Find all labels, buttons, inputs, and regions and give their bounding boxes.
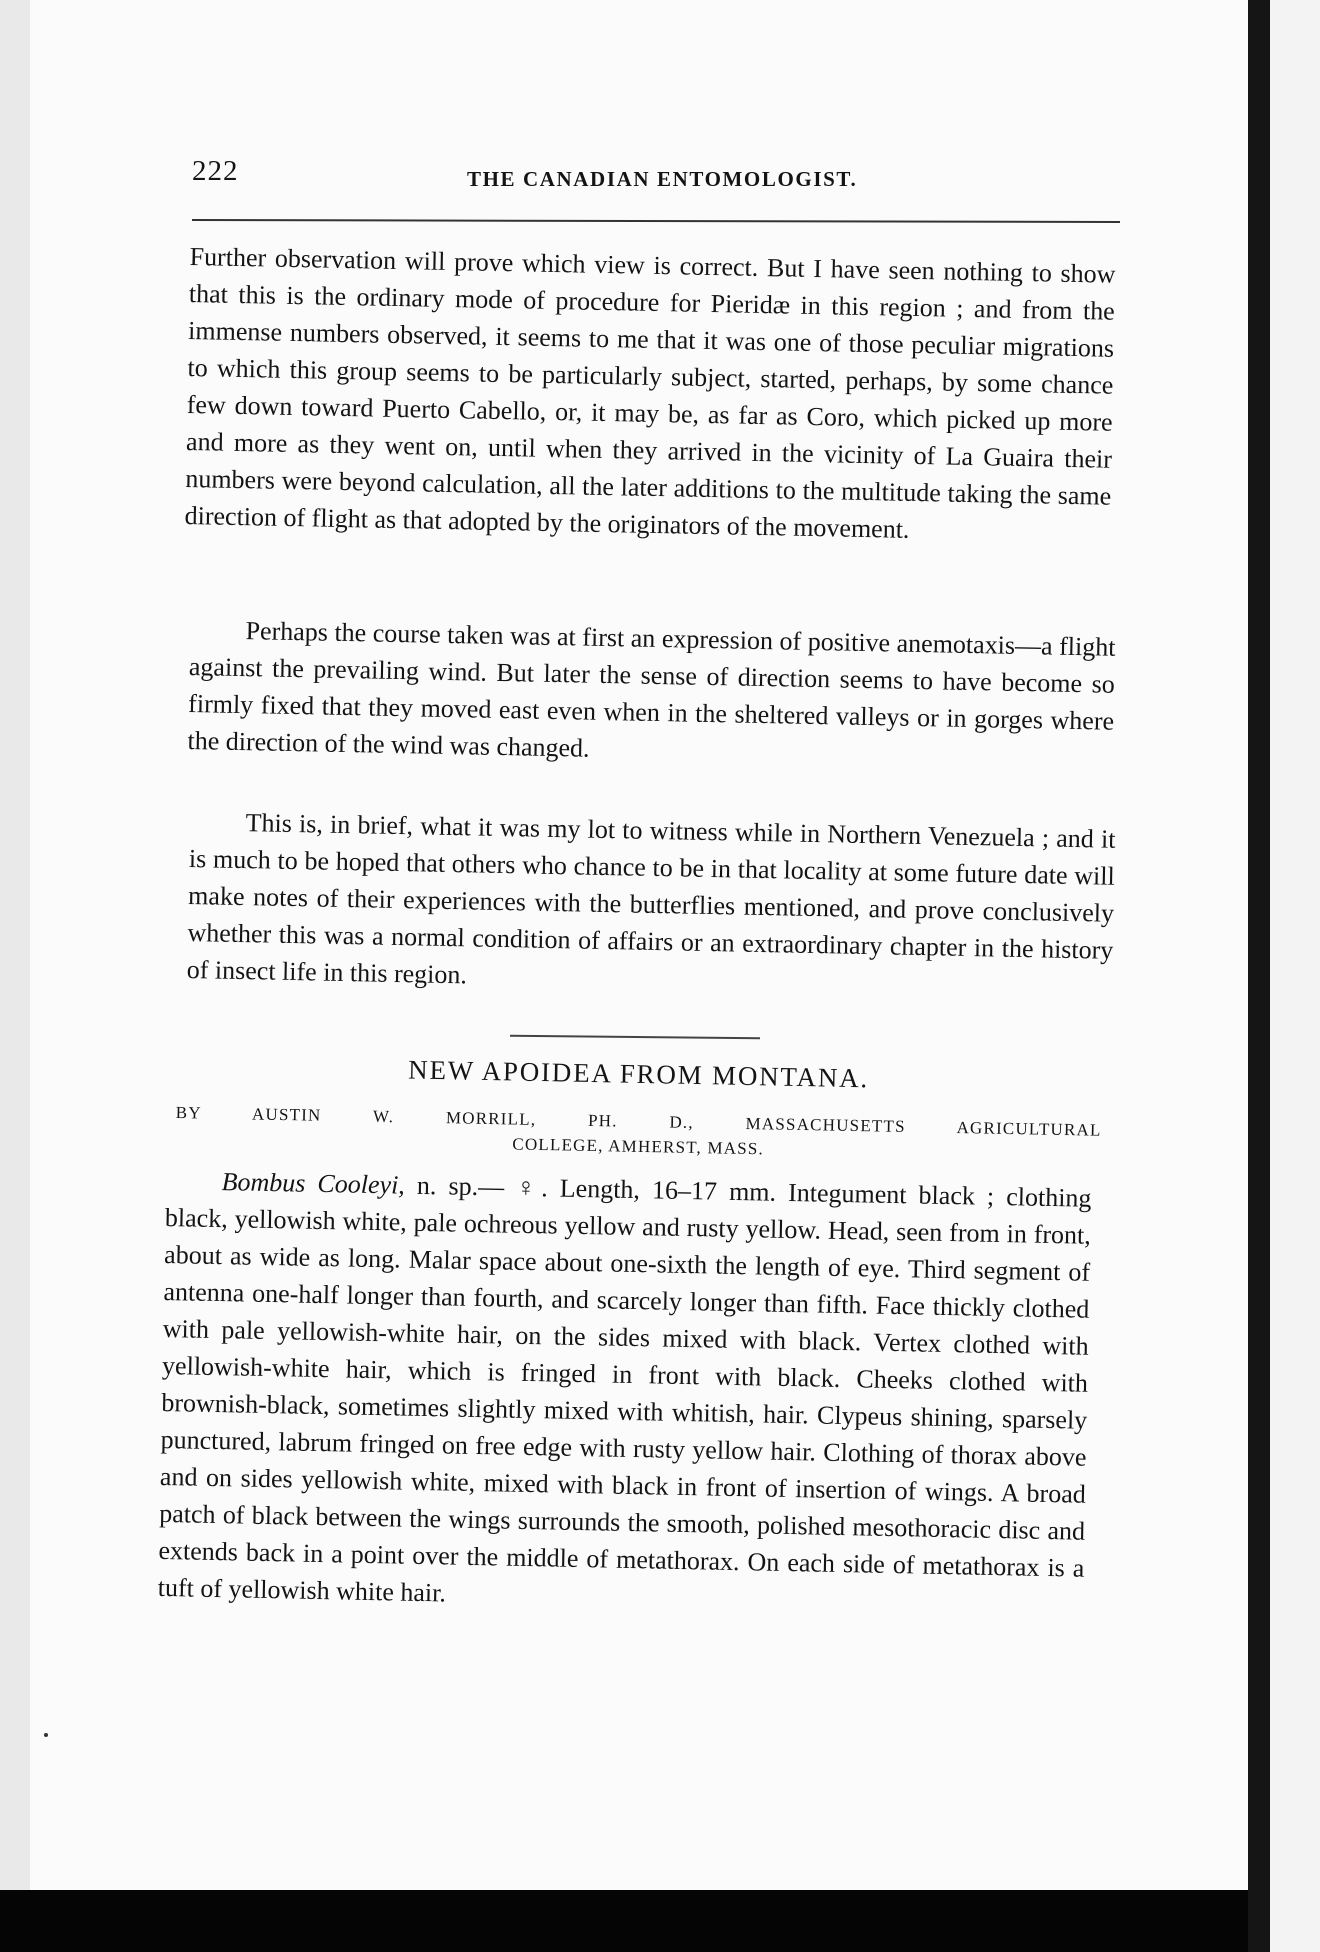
scan-speck: [44, 1733, 48, 1737]
article-title: NEW APOIDEA FROM MONTANA.: [407, 1054, 870, 1094]
scan-bottom-border: [0, 1890, 1248, 1952]
species-paragraph: [157, 1162, 1091, 1624]
paragraph-continued: [184, 238, 1116, 552]
species-name: Bombus Cooleyi,: [221, 1167, 406, 1200]
paragraph-conclusion: [186, 803, 1115, 1006]
scan-left-margin: [0, 0, 30, 1890]
page-gutter-shadow: [1248, 0, 1270, 1952]
paragraph-text: Further observation will prove which view is correct. But I have seen nothing to show that this is the ordinary mode of procedure for Pieridæ in this region ; and from the immense numbers observed, it seems to me that it was one of those peculiar migrations to which this group seems to be particularly subject, started, perhaps, by some chance few down toward Puerto Cabello, or, it may be, as far as Coro, which picked up more and more as they went on, until when they arrived in the vicinity of La Guaira their numbers were beyond calculation, all the later additions to the multitude taking the same direction of flight as that adopted by the originators of the movement.: [184, 241, 1116, 544]
species-description: [157, 1162, 1091, 1624]
paragraph-text: This is, in brief, what it was my lot to witness while in Northern Venezuela ; and it is much to be hoped that others who chance to be in that locality at some future date will make notes of their experiences with the butterflies mentioned, and prove conclusively whether this was a normal condition of affairs or an extraordinary chapter in the history of insect life in this region.: [186, 808, 1116, 990]
paragraph-text: Perhaps the course taken was at first an expression of positive anemotaxis—a flight against the prevailing wind. But later the sense of direction seems to have become so firmly fixed that they moved east even when in the sheltered valleys or in gorges where the direction of the wind was changed.: [187, 616, 1116, 763]
page-number: 222: [192, 155, 239, 187]
journal-title: THE CANADIAN ENTOMOLOGIST.: [467, 167, 858, 191]
species-description-text: n. sp.— ♀. Length, 16–17 mm. Integument black ; clothing black, yellowish white, pale ochreous yellow and rusty yellow. Head, seen from in front, about as wide as long. Malar space about one-sixth the length of eye. Third segment of antenna one-half longer than fourth, and scarcely longer than fifth. Face thickly clothed with pale yellowish-white hair, on the sides mixed with black. Vertex clothed with yellowish-white hair, which is fringed in front with black. Cheeks clothed with brownish-black, sometimes slightly mixed with whitish, hair. Clypeus shining, sparsely punctured, labrum fringed on free edge with rusty yellow hair. Clothing of thorax above and on sides yellowish white, mixed with black in front of insertion of wings. A broad patch of black between the wings surrounds the smooth, polished mesothoracic disc and extends back in a point over the middle of metathorax. On each side of metathorax is a tuft of yellowish white hair.: [157, 1170, 1092, 1608]
byline-affiliation: COLLEGE, AMHERST, MASS.: [512, 1134, 765, 1159]
running-head: [192, 155, 1122, 205]
paragraph-anemotaxis: [187, 611, 1116, 777]
facing-page-edge: [1270, 0, 1320, 1952]
byline-author: BY AUSTIN W. MORRILL, PH. D., MASSACHUSETTS AGRICULTURAL: [175, 1102, 1102, 1140]
